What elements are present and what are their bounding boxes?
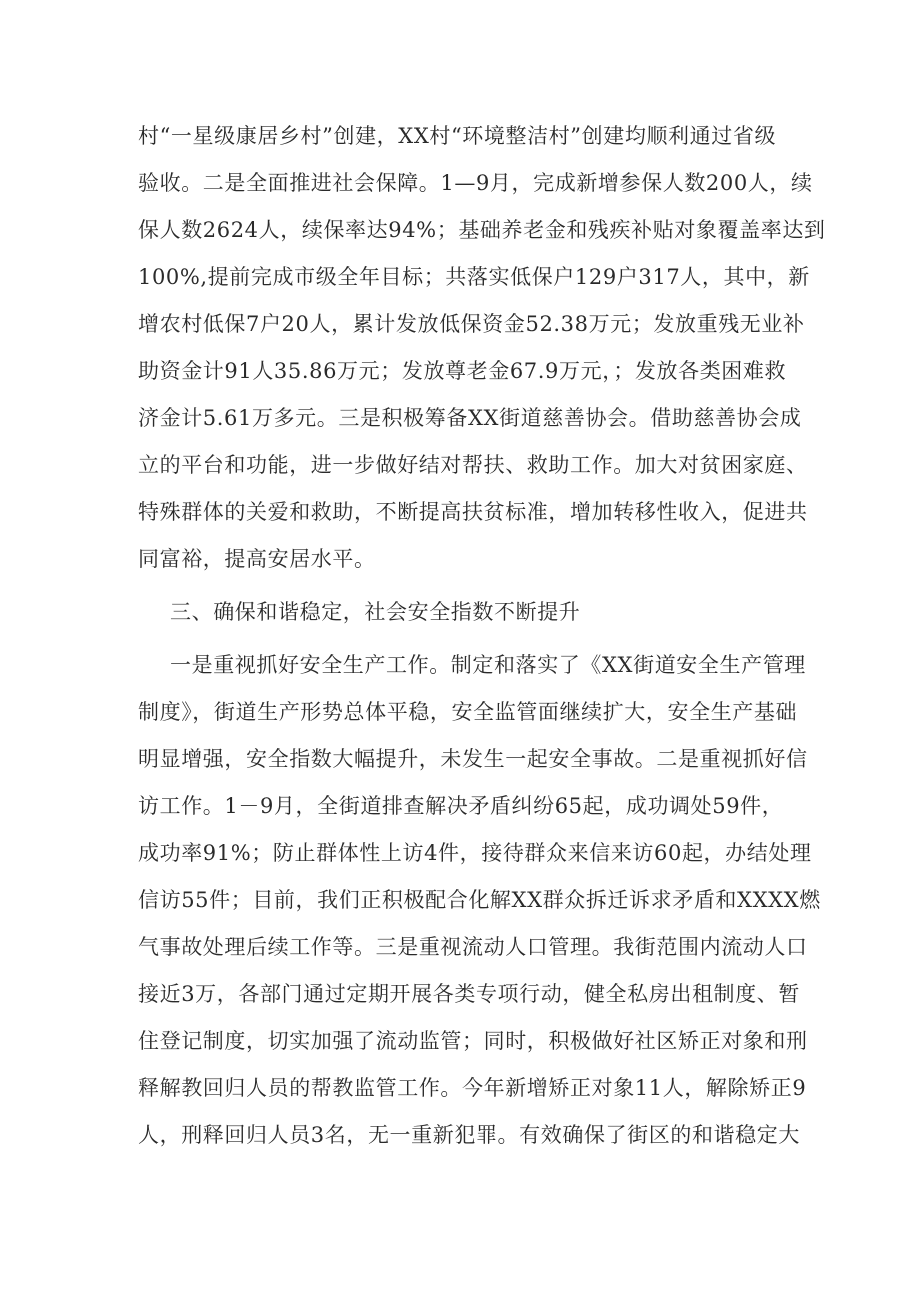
text-line: 制度》，街道生产形势总体平稳，安全监管面继续扩大，安全生产基础	[138, 700, 798, 724]
text-line: 住登记制度，切实加强了流动监管；同时，积极做好社区矫正对象和刑	[138, 1029, 808, 1053]
text-line: 验收。二是全面推进社会保障。1—9月，完成新增参保人数200人，续	[138, 171, 813, 195]
text-line: 气事故处理后续工作等。三是重视流动人口管理。我街范围内流动人口	[138, 935, 808, 959]
text-line: 同富裕，提高安居水平。	[138, 547, 376, 571]
text-line: 一是重视抓好安全生产工作。制定和落实了《XX街道安全生产管理	[170, 653, 806, 677]
text-line: 接近3万，各部门通过定期开展各类专项行动，健全私房出租制度、暂	[138, 982, 800, 1006]
text-line: 济金计5.61万多元。三是积极筹备XX街道慈善协会。借助慈善协会成	[138, 406, 802, 430]
text-line: 信访55件；目前，我们正积极配合化解XX群众拆迁诉求矛盾和XXXX燃	[138, 888, 821, 912]
text-line: 明显增强，安全指数大幅提升，未发生一起安全事故。二是重视抓好信	[138, 747, 808, 771]
text-line: 成功率91%；防止群体性上访4件，接待群众来信来访60起，办结处理	[138, 841, 812, 865]
text-line: 访工作。1－9月，全街道排查解决矛盾纠纷65起，成功调处59件，	[138, 794, 784, 818]
text-line: 特殊群体的关爱和救助，不断提高扶贫标准，增加转移性收入，促进共	[138, 500, 808, 524]
text-line: 助资金计91人35.86万元；发放尊老金67.9万元，；发放各类困难救	[138, 359, 787, 383]
text-line: 人，刑释回归人员3名，无一重新犯罪。有效确保了街区的和谐稳定大	[138, 1123, 800, 1147]
text-line: 立的平台和功能，进一步做好结对帮扶、救助工作。加大对贫困家庭、	[138, 453, 808, 477]
text-line: 释解教回归人员的帮教监管工作。今年新增矫正对象11人，解除矫正9	[138, 1076, 807, 1100]
text-line: 村“一星级康居乡村”创建，XX村“环境整洁村”创建均顺利通过省级	[138, 124, 777, 148]
section-heading: 三、确保和谐稳定，社会安全指数不断提升	[170, 600, 581, 624]
text-line: 100%,提前完成市级全年目标；共落实低保户129户317人，其中，新	[138, 265, 810, 289]
text-line: 保人数2624人，续保率达94%；基础养老金和残疾补贴对象覆盖率达到	[138, 218, 826, 242]
text-line: 增农村低保7户20人，累计发放低保资金52.38万元；发放重残无业补	[138, 312, 805, 336]
